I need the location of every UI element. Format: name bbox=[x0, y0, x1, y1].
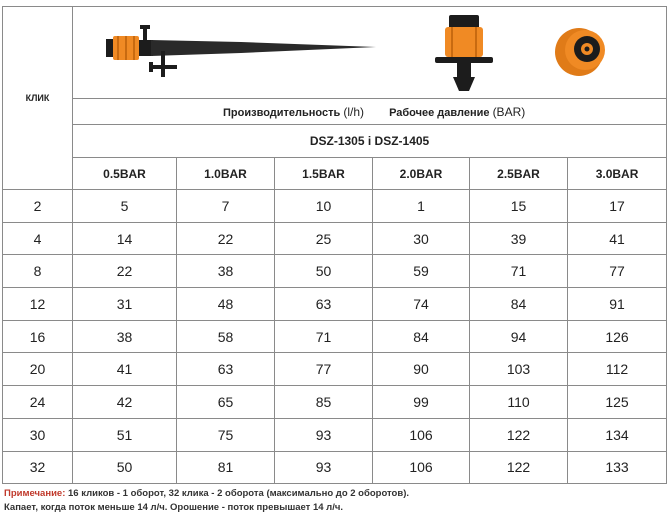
flow-cell: 91 bbox=[568, 288, 667, 321]
flow-cell: 22 bbox=[73, 255, 177, 288]
flow-cell: 31 bbox=[73, 288, 177, 321]
table-row bbox=[3, 320, 667, 353]
flow-cell: 41 bbox=[568, 222, 667, 255]
flow-cell: 106 bbox=[373, 451, 470, 484]
table-row bbox=[3, 386, 667, 419]
flow-cell: 77 bbox=[568, 255, 667, 288]
pressure-header: 2.0BAR bbox=[373, 158, 470, 190]
model-row bbox=[3, 125, 667, 158]
table-row bbox=[3, 255, 667, 288]
flow-cell: 39 bbox=[470, 222, 568, 255]
flow-cell: 133 bbox=[568, 451, 667, 484]
pressure-header: 2.5BAR bbox=[470, 158, 568, 190]
flow-cell: 17 bbox=[568, 190, 667, 223]
flow-cell: 15 bbox=[470, 190, 568, 223]
product-images bbox=[73, 7, 667, 99]
flow-cell: 81 bbox=[177, 451, 275, 484]
flow-cell: 50 bbox=[73, 451, 177, 484]
pressure-header: 3.0BAR bbox=[568, 158, 667, 190]
flow-cell: 125 bbox=[568, 386, 667, 419]
flow-cell: 112 bbox=[568, 353, 667, 386]
footnote bbox=[4, 487, 409, 515]
note-line-2: Капает, когда поток меньше 14 л/ч. Орошение - поток превышает 14 л/ч. bbox=[4, 502, 344, 513]
click-cell: 30 bbox=[3, 418, 73, 451]
flow-cell: 58 bbox=[177, 320, 275, 353]
table-row bbox=[3, 222, 667, 255]
click-column-header: КЛИК bbox=[3, 7, 73, 190]
dripper-side-icon bbox=[431, 11, 501, 93]
flow-cell: 38 bbox=[73, 320, 177, 353]
flow-cell: 38 bbox=[177, 255, 275, 288]
flow-cell: 77 bbox=[275, 353, 373, 386]
table-row bbox=[3, 288, 667, 321]
table-row bbox=[3, 451, 667, 484]
flow-cell: 7 bbox=[177, 190, 275, 223]
flow-cell: 134 bbox=[568, 418, 667, 451]
flow-cell: 50 bbox=[275, 255, 373, 288]
dripper-top-icon bbox=[551, 21, 613, 83]
flow-cell: 41 bbox=[73, 353, 177, 386]
flow-cell: 126 bbox=[568, 320, 667, 353]
flow-cell: 42 bbox=[73, 386, 177, 419]
flow-cell: 106 bbox=[373, 418, 470, 451]
flow-cell: 71 bbox=[470, 255, 568, 288]
flow-cell: 30 bbox=[373, 222, 470, 255]
flow-cell: 48 bbox=[177, 288, 275, 321]
flow-cell: 51 bbox=[73, 418, 177, 451]
table-row bbox=[3, 353, 667, 386]
click-cell: 2 bbox=[3, 190, 73, 223]
spec-sheet bbox=[2, 6, 666, 484]
click-cell: 12 bbox=[3, 288, 73, 321]
flow-cell: 122 bbox=[470, 451, 568, 484]
flow-cell: 25 bbox=[275, 222, 373, 255]
dripper-spike-icon bbox=[101, 13, 381, 83]
flow-cell: 22 bbox=[177, 222, 275, 255]
click-cell: 4 bbox=[3, 222, 73, 255]
note-line-1: 16 кликов - 1 оборот, 32 клика - 2 оборота (максимально до 2 оборотов). bbox=[68, 488, 409, 499]
flow-cell: 122 bbox=[470, 418, 568, 451]
flow-cell: 74 bbox=[373, 288, 470, 321]
flow-cell: 84 bbox=[373, 320, 470, 353]
click-cell: 24 bbox=[3, 386, 73, 419]
table-row bbox=[3, 418, 667, 451]
flow-cell: 10 bbox=[275, 190, 373, 223]
flow-cell: 63 bbox=[177, 353, 275, 386]
table-row bbox=[3, 190, 667, 223]
model-name: DSZ-1305 i DSZ-1405 bbox=[73, 125, 667, 158]
pressure-label: Рабочее давление bbox=[389, 106, 490, 119]
pressure-unit: (BAR) bbox=[492, 104, 526, 119]
flow-cell: 71 bbox=[275, 320, 373, 353]
header-row bbox=[3, 99, 667, 125]
images-row bbox=[3, 7, 667, 99]
pressure-header-row bbox=[3, 158, 667, 190]
click-cell: 20 bbox=[3, 353, 73, 386]
pressure-header: 0.5BAR bbox=[73, 158, 177, 190]
flow-cell: 65 bbox=[177, 386, 275, 419]
pressure-header: 1.0BAR bbox=[177, 158, 275, 190]
flow-cell: 75 bbox=[177, 418, 275, 451]
flow-cell: 99 bbox=[373, 386, 470, 419]
flow-cell: 103 bbox=[470, 353, 568, 386]
flow-cell: 1 bbox=[373, 190, 470, 223]
flow-cell: 85 bbox=[275, 386, 373, 419]
flow-rate-table bbox=[2, 6, 667, 484]
flow-cell: 94 bbox=[470, 320, 568, 353]
performance-label: Производительность bbox=[223, 106, 341, 119]
flow-cell: 93 bbox=[275, 418, 373, 451]
note-label: Примечание: bbox=[4, 488, 66, 499]
flow-cell: 59 bbox=[373, 255, 470, 288]
flow-cell: 5 bbox=[73, 190, 177, 223]
flow-cell: 90 bbox=[373, 353, 470, 386]
click-cell: 8 bbox=[3, 255, 73, 288]
click-cell: 16 bbox=[3, 320, 73, 353]
pressure-header: 1.5BAR bbox=[275, 158, 373, 190]
flow-cell: 84 bbox=[470, 288, 568, 321]
performance-unit: (l/h) bbox=[343, 104, 364, 119]
flow-cell: 63 bbox=[275, 288, 373, 321]
flow-cell: 14 bbox=[73, 222, 177, 255]
flow-cell: 93 bbox=[275, 451, 373, 484]
click-cell: 32 bbox=[3, 451, 73, 484]
flow-cell: 110 bbox=[470, 386, 568, 419]
